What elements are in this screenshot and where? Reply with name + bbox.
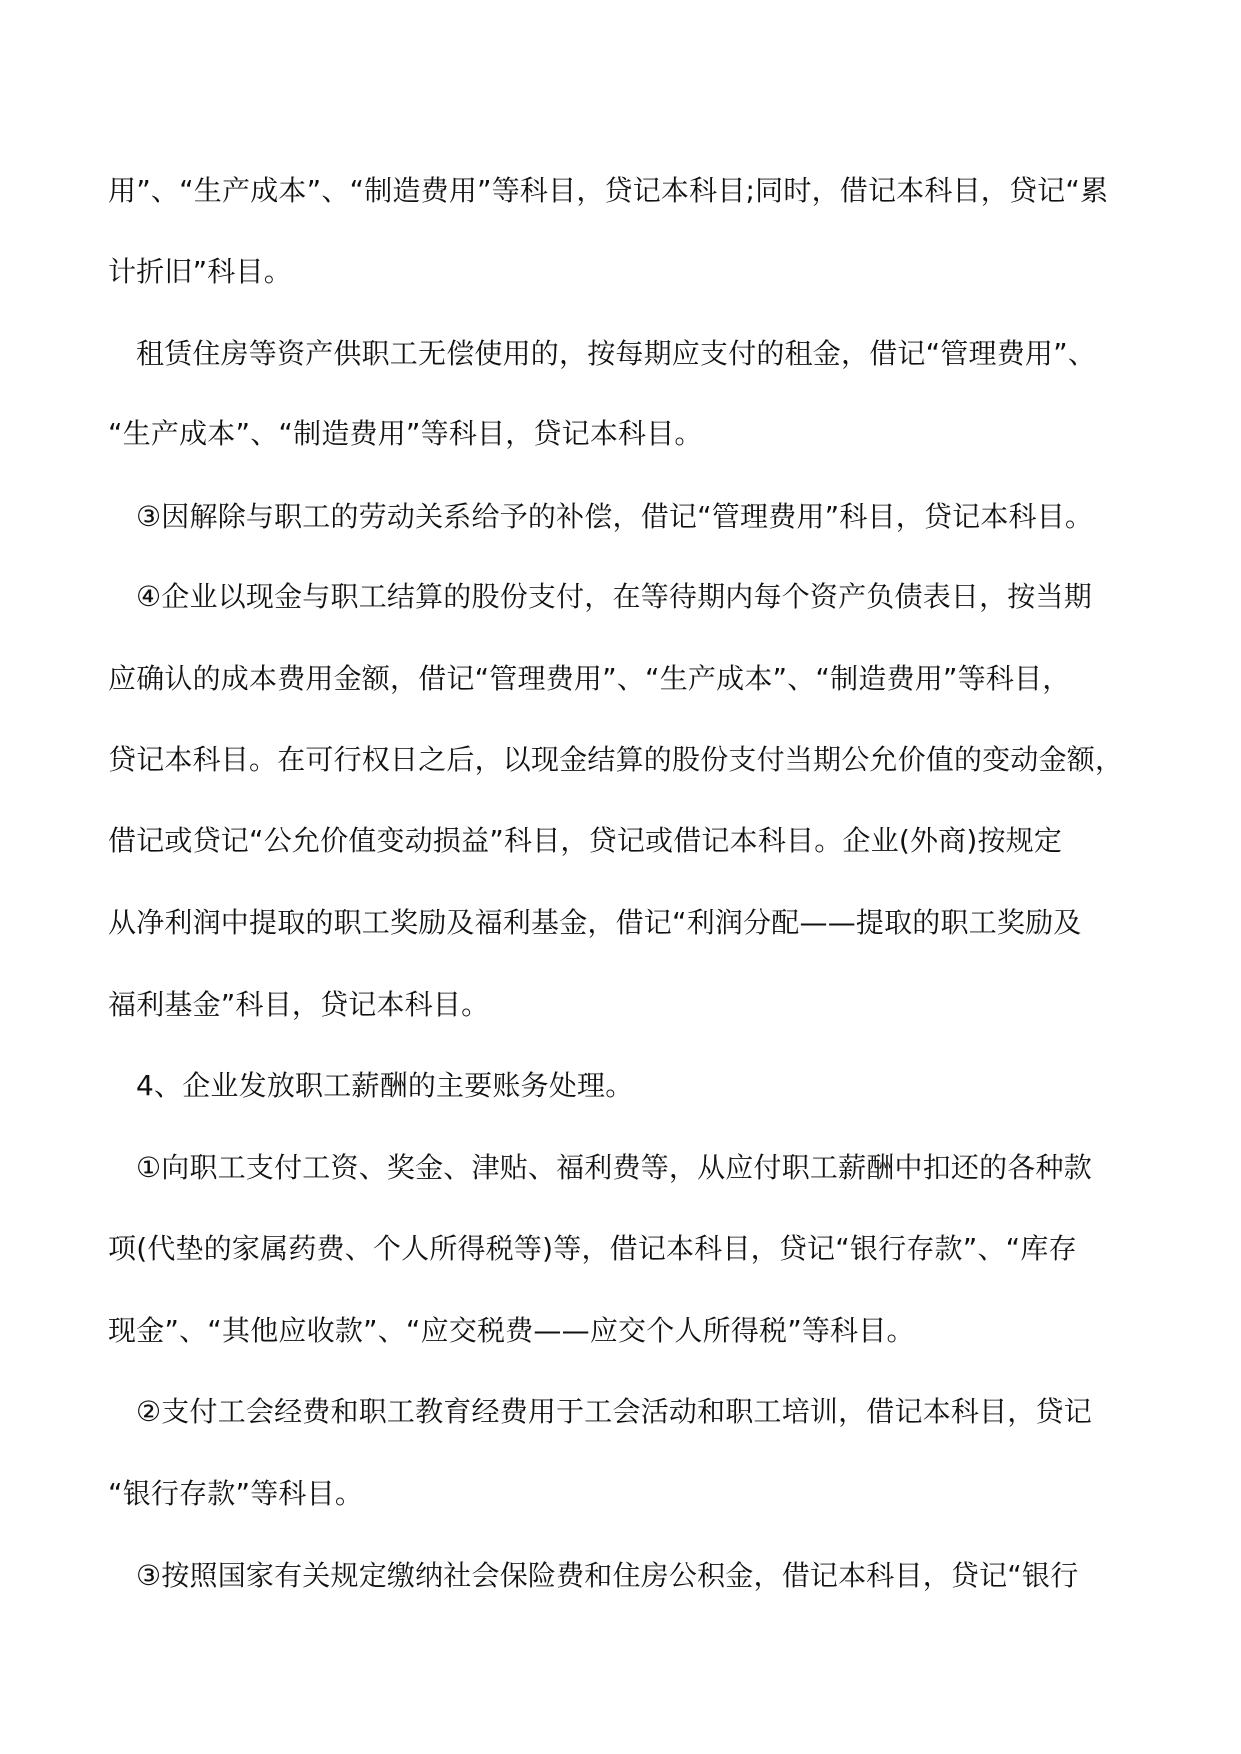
section-heading: 4、企业发放职工薪酬的主要账务处理。 bbox=[136, 1069, 634, 1102]
paragraph-start: ③因解除与职工的劳动关系给予的补偿，借记“管理费用”科目，贷记本科目。 bbox=[136, 500, 1094, 533]
text-line: “生产成本”、“制造费用”等科目，贷记本科目。 bbox=[108, 417, 703, 450]
paragraph-start: 租赁住房等资产供职工无偿使用的，按每期应支付的租金，借记“管理费用”、 bbox=[136, 337, 1097, 370]
paragraph-start: ③按照国家有关规定缴纳社会保险费和住房公积金，借记本科目，贷记“银行 bbox=[136, 1559, 1079, 1592]
paragraph-start: ④企业以现金与职工结算的股份支付，在等待期内每个资产负债表日，按当期 bbox=[136, 580, 1092, 613]
text-line: 从净利润中提取的职工奖励及福利基金，借记“利润分配——提取的职工奖励及 bbox=[108, 906, 1082, 939]
text-line: 项(代垫的家属药费、个人所得税等)等，借记本科目，贷记“银行存款”、“库存 bbox=[108, 1232, 1077, 1265]
text-line: 福利基金”科目，贷记本科目。 bbox=[108, 988, 490, 1021]
text-line: 贷记本科目。在可行权日之后，以现金结算的股份支付当期公允价值的变动金额， bbox=[108, 743, 1124, 776]
text-line: 现金”、“其他应收款”、“应交税费——应交个人所得税”等科目。 bbox=[108, 1314, 915, 1347]
paragraph-start: ②支付工会经费和职工教育经费用于工会活动和职工培训，借记本科目，贷记 bbox=[136, 1395, 1092, 1428]
paragraph-start: ①向职工支付工资、奖金、津贴、福利费等，从应付职工薪酬中扣还的各种款 bbox=[136, 1151, 1092, 1184]
text-line: “银行存款”等科目。 bbox=[108, 1477, 364, 1510]
text-line: 用”、“生产成本”、“制造费用”等科目，贷记本科目;同时，借记本科目，贷记“累 bbox=[108, 174, 1109, 207]
text-line: 应确认的成本费用金额，借记“管理费用”、“生产成本”、“制造费用”等科目， bbox=[108, 662, 1071, 695]
text-line: 计折旧”科目。 bbox=[108, 255, 292, 288]
text-line: 借记或贷记“公允价值变动损益”科目，贷记或借记本科目。企业(外商)按规定 bbox=[108, 824, 1063, 857]
